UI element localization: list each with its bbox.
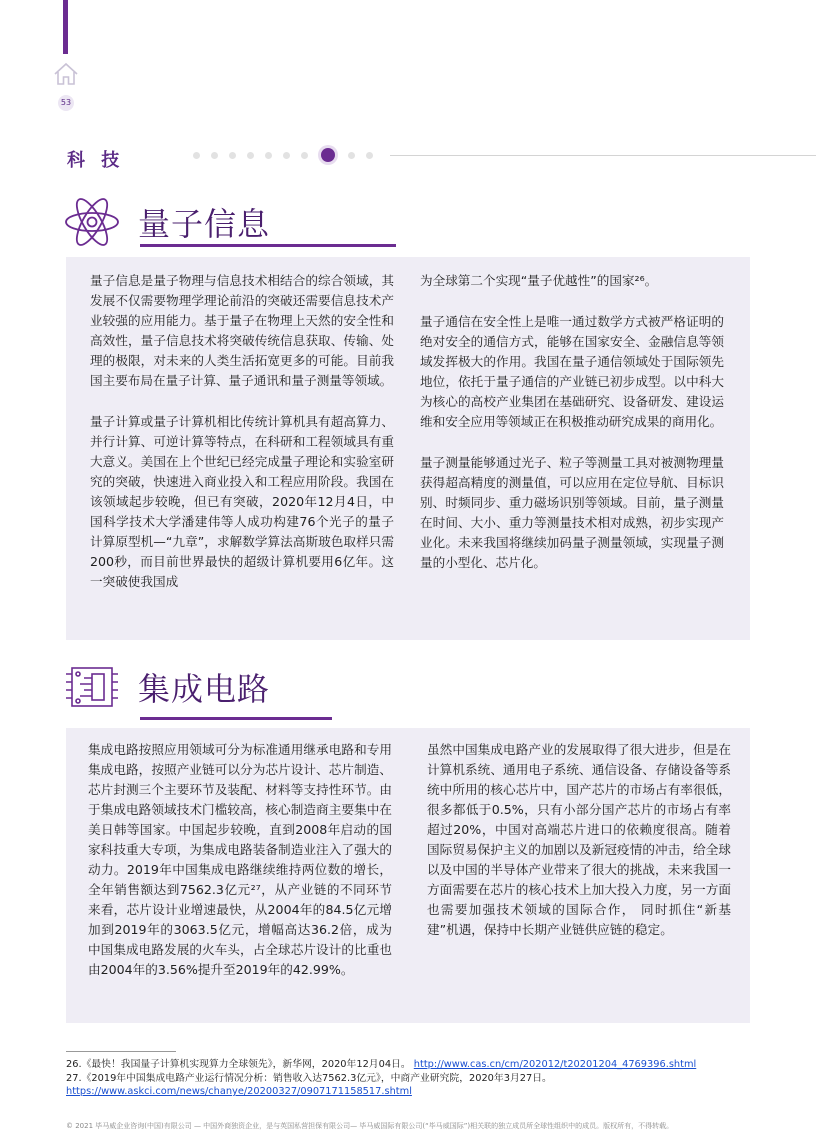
home-icon[interactable] bbox=[53, 62, 79, 86]
footnote-26: 26.《最快！我国量子计算机实现算力全球领先》，新华网，2020年12月04日。 http://www.cas.cn/cm/202012/t20201204_4769396.shtml bbox=[66, 1059, 697, 1070]
paragraph: 量子信息是量子物理与信息技术相结合的综合领域，其发展不仅需要物理学理论前沿的突破还需要信息技术产业较强的应用能力。基于量子在物理上天然的安全性和高效性，量子信息技术将突破传统信息获取、传输、处理的极限，对未来的人类生活拓宽更多的可能。目前我国主要布局在量子计算、量子通讯和量子测量等领域。 bbox=[90, 273, 394, 388]
progress-dot[interactable] bbox=[348, 152, 355, 159]
quantum-title: 量子信息 bbox=[138, 205, 271, 243]
progress-dot[interactable] bbox=[211, 152, 218, 159]
paragraph: 量子计算或量子计算机相比传统计算机具有超高算力、并行计算、可逆计算等特点，在科研和工程领域具有重大意义。美国在上个世纪已经完成量子理论和实验室研究的突破，快速进入商业投入和工程应用阶段。我国在该领域起步较晚，但已有突破，2020年12月4日，中国科学技术大学潘建伟等人成功构建76个光子的量子计算原型机—“九章”，求解数学算法高斯玻色取样只需200秒，而目前世界最快的超级计算机要用6亿年。这一突破使我国成 bbox=[90, 414, 394, 589]
circuit-title-rule bbox=[140, 717, 332, 720]
paragraph: 虽然中国集成电路产业的发展取得了很大进步，但是在计算机系统、通用电子系统、通信设备、存储设备等系统中所用的核心芯片中，国产芯片的市场占有率很低，很多都低于0.5%，只有小部分国产芯片的市场占有率超过20%，中国对高端芯片进口的依赖度很高。随着国际贸易保护主义的加剧以及新冠疫情的冲击，给全球以及中国的半导体产业带来了很大的挑战，未来我国一方面需要在芯片的核心技术上加大投入力度，另一方面也需要加强技术领域的国际合作， 同时抓住“新基建”机遇，保持中长期产业链供应链的稳定。 bbox=[427, 742, 731, 937]
copyright-notice: © 2021 毕马威企业咨询(中国)有限公司 — 中国外商独资企业，是与英国私营担保有限公司— 毕马威国际有限公司(“毕马威国际”)相关联的独立成员所全球性组织中的成员。版权所有，不得转载。 bbox=[66, 1122, 674, 1130]
circuit-right-column bbox=[427, 740, 731, 940]
progress-dot[interactable] bbox=[247, 152, 254, 159]
header-divider bbox=[390, 155, 816, 156]
circuit-left-column bbox=[88, 740, 392, 980]
quantum-heading bbox=[62, 197, 270, 247]
section-label: 科 技 bbox=[67, 150, 125, 171]
footnote-26-link[interactable]: http://www.cas.cn/cm/202012/t20201204_4769396.shtml bbox=[413, 1059, 697, 1070]
accent-bar bbox=[63, 0, 68, 54]
progress-dot[interactable] bbox=[301, 152, 308, 159]
progress-dot[interactable] bbox=[283, 152, 290, 159]
paragraph: 量子测量能够通过光子、粒子等测量工具对被测物理量获得超高精度的测量值，可以应用在定位导航、目标识别、时频同步、重力磁场识别等领域。目前，量子测量在时间、大小、重力等测量技术相对成熟，初步实现产业化。未来我国将继续加码量子测量领域，实现量子测量的小型化、芯片化。 bbox=[420, 455, 724, 570]
circuit-board-icon bbox=[62, 662, 122, 712]
section-progress-dots bbox=[193, 148, 384, 162]
footnote-27-link[interactable]: https://www.askci.com/news/chanye/20200327/0907171158517.shtml bbox=[66, 1086, 412, 1097]
paragraph: 集成电路按照应用领域可分为标准通用继承电路和专用集成电路，按照产业链可以分为芯片设计、芯片制造、芯片封测三个主要环节及装配、材料等支持性环节。由于集成电路领域技术门槛较高，核心制造商主要集中在美日韩等国家。中国起步较晚，直到2008年启动的国家科技重大专项，为集成电路装备制造业注入了强大的动力。2019年中国集成电路继续维持两位数的增长，全年销售额达到7562.3亿元²⁷，从产业链的不同环节来看，芯片设计业增速最快，从2004年的84.5亿元增加到2019年的3063.5亿元，增幅高达36.2倍，成为中国集成电路发展的火车头，占全球芯片设计的比重也由2004年的3.56%提升至2019年的42.99%。 bbox=[88, 742, 392, 977]
quantum-panel bbox=[66, 257, 750, 640]
footnotes bbox=[66, 1058, 766, 1099]
paragraph: 量子通信在安全性上是唯一通过数学方式被严格证明的绝对安全的通信方式，能够在国家安全、金融信息等领域发挥极大的作用。我国在量子通信领域处于国际领先地位，依托于量子通信的产业链已初步成型。以中科大为核心的高校产业集团在基础研究、设备研发、建设运维和安全应用等领域正在积极推动研究成果的商用化。 bbox=[420, 314, 724, 429]
circuit-panel bbox=[66, 728, 750, 1023]
progress-dot-active[interactable] bbox=[321, 148, 335, 162]
page-number: 53 bbox=[58, 95, 74, 111]
footnote-divider bbox=[66, 1051, 176, 1052]
progress-dot[interactable] bbox=[265, 152, 272, 159]
footnote-27: 27.《2019年中国集成电路产业运行情况分析：销售收入达7562.3亿元》，中商产业研究院，2020年3月27日。 https://www.askci.com/news/chanye/20200327/0907171158517.shtml bbox=[66, 1072, 552, 1097]
progress-dot[interactable] bbox=[193, 152, 200, 159]
quantum-right-column bbox=[420, 271, 724, 573]
progress-dot[interactable] bbox=[229, 152, 236, 159]
paragraph: 为全球第二个实现“量子优越性”的国家²⁶。 bbox=[420, 273, 658, 288]
quantum-title-rule bbox=[140, 244, 396, 247]
atom-icon bbox=[62, 197, 122, 247]
quantum-left-column bbox=[90, 271, 394, 592]
circuit-heading bbox=[62, 662, 270, 712]
progress-dot[interactable] bbox=[366, 152, 373, 159]
circuit-title: 集成电路 bbox=[138, 670, 271, 708]
